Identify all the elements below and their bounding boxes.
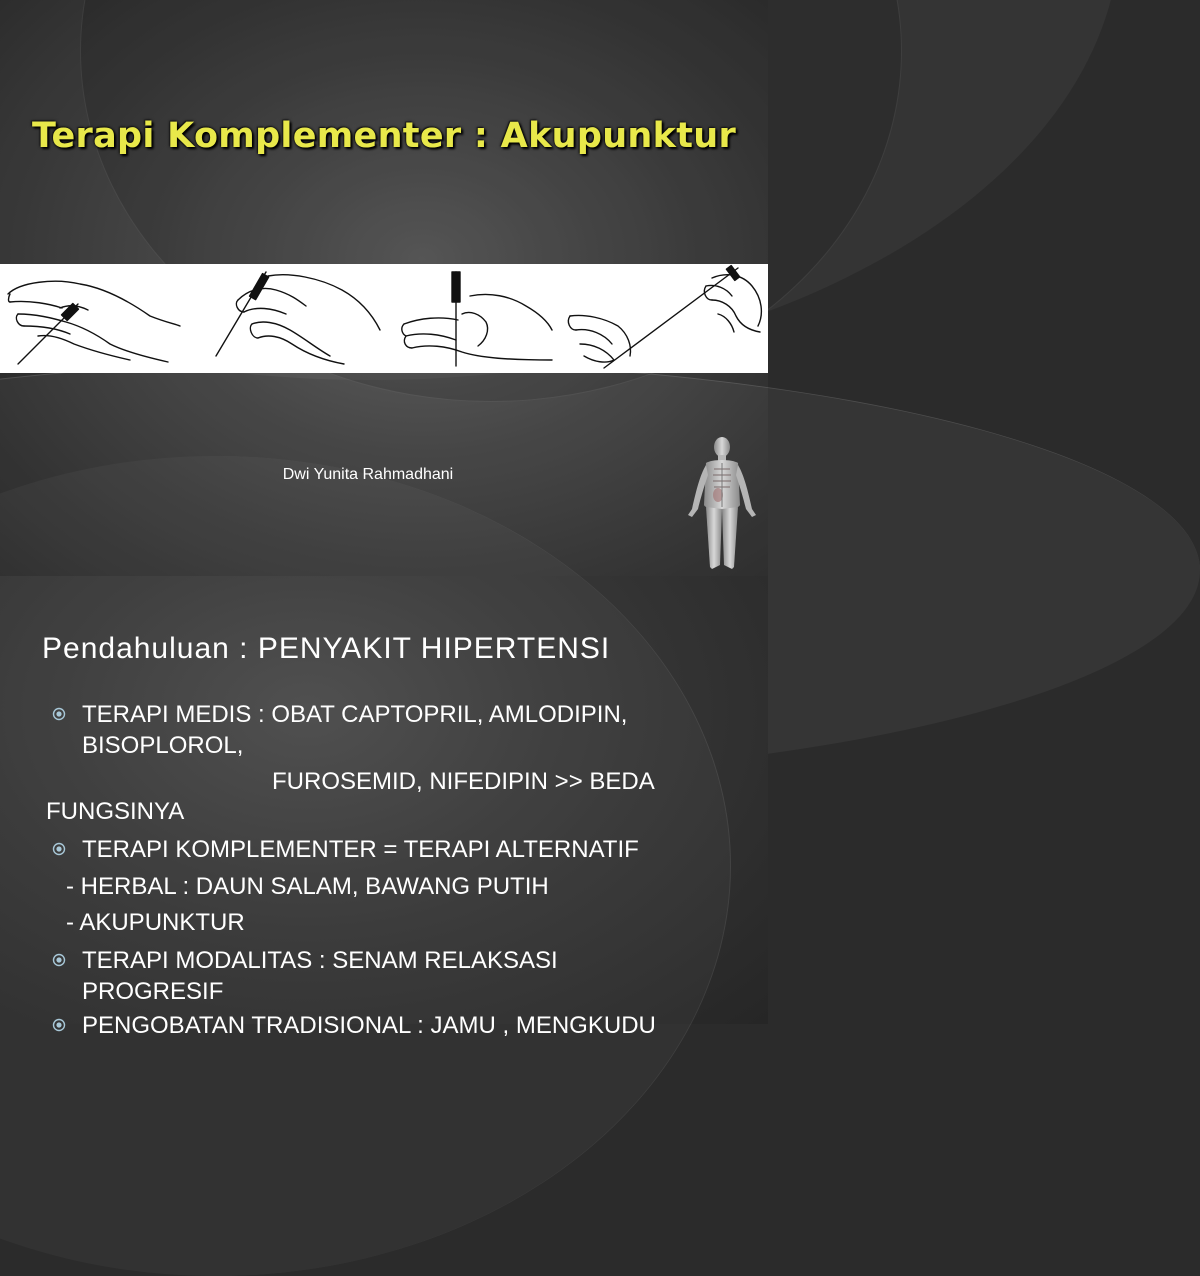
slide-heading: Pendahuluan : PENYAKIT HIPERTENSI — [42, 632, 611, 665]
background-swoosh — [0, 456, 731, 1276]
bullet-text: TERAPI MEDIS : OBAT CAPTOPRIL, AMLODIPIN, — [82, 701, 628, 728]
hand-icon — [568, 266, 761, 368]
bullet-text: BISOPLOROL, — [82, 732, 244, 759]
bullet-text: PROGRESIF — [82, 978, 224, 1005]
circle-bullet-icon — [52, 842, 66, 856]
circle-bullet-icon — [52, 953, 66, 967]
anatomy-figure-image — [680, 435, 764, 575]
hand-icon — [402, 272, 552, 366]
hand-icon — [216, 272, 380, 364]
slide-title: Terapi Komplementer : Akupunktur — [31, 116, 737, 156]
bullet-text: TERAPI KOMPLEMENTER = TERAPI ALTERNATIF — [82, 836, 639, 863]
bullet-text: TERAPI MODALITAS : SENAM RELAKSASI — [82, 947, 558, 974]
sub-item-text: - HERBAL : DAUN SALAM, BAWANG PUTIH — [66, 873, 549, 900]
bullet-text: PENGOBATAN TRADISIONAL : JAMU , MENGKUDU — [82, 1012, 656, 1039]
bullet-text: FUNGSINYA — [46, 798, 185, 825]
hand-icon — [8, 281, 180, 364]
title-slide — [0, 0, 768, 576]
circle-bullet-icon — [52, 1018, 66, 1032]
circle-bullet-icon — [52, 707, 66, 721]
acupuncture-hands-illustration — [0, 264, 768, 373]
content-slide — [0, 576, 768, 1039]
sub-item-text: - AKUPUNKTUR — [66, 909, 245, 936]
bullet-text: FUROSEMID, NIFEDIPIN >> BEDA — [272, 768, 655, 795]
author-name: Dwi Yunita Rahmadhani — [282, 466, 454, 483]
